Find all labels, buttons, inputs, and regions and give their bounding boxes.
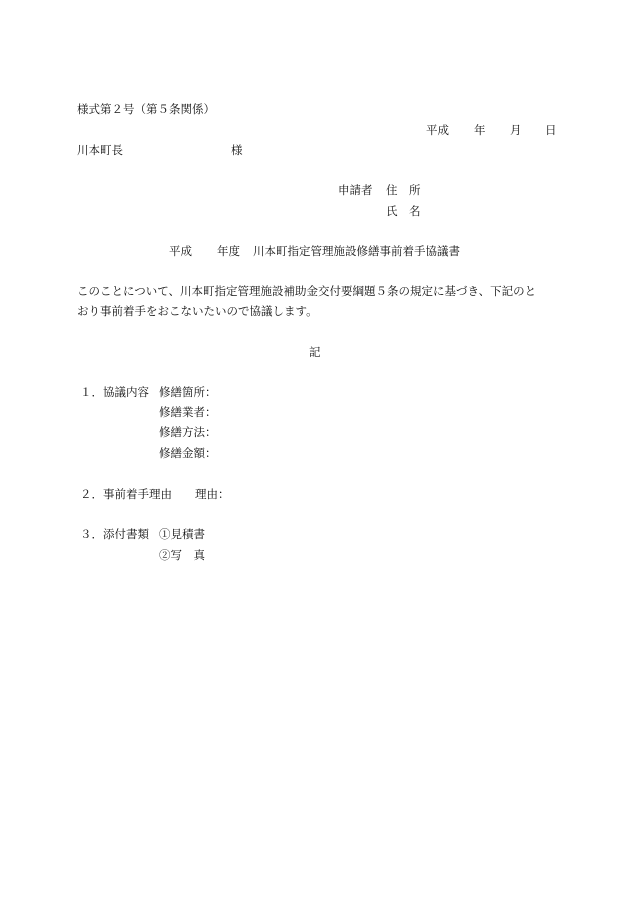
applicant-address-label: 住 所	[386, 183, 421, 197]
date-era: 平成	[426, 123, 449, 137]
attachment-photos: ②写 真	[159, 548, 205, 562]
date-year: 年	[474, 123, 486, 137]
title-era: 平成	[169, 244, 192, 258]
attachment-estimate: ①見積書	[159, 527, 205, 541]
body-line-2: おり事前着手をおこないたいので協議します。	[77, 304, 318, 318]
date-month: 月	[510, 123, 522, 137]
repair-method-label: 修繕方法：	[159, 425, 217, 439]
addressee-name: 川本町長	[77, 143, 123, 157]
applicant-name-label: 氏 名	[386, 204, 421, 218]
reason-label: 理由：	[195, 487, 230, 501]
addressee-honorific: 様	[231, 143, 243, 157]
body-line-1: このことについて、川本町指定管理施設補助金交付要綱題５条の規定に基づき、下記のと	[77, 284, 537, 298]
applicant-label: 申請者	[338, 183, 373, 197]
date-day: 日	[545, 123, 557, 137]
repair-location-label: 修繕箇所：	[159, 385, 217, 399]
repair-amount-label: 修繕金額：	[159, 446, 217, 460]
document-title: 川本町指定管理施設修繕事前着手協議書	[253, 244, 460, 258]
form-number: 様式第２号（第５条関係）	[77, 102, 215, 116]
ki-heading: 記	[309, 345, 321, 359]
title-year-suffix: 年度	[217, 244, 240, 258]
repair-contractor-label: 修繕業者：	[159, 405, 217, 419]
section-2-label: ２．事前着手理由	[80, 487, 172, 501]
section-3-label: ３．添付書類	[80, 527, 149, 541]
section-1-label: １．協議内容	[80, 385, 149, 399]
